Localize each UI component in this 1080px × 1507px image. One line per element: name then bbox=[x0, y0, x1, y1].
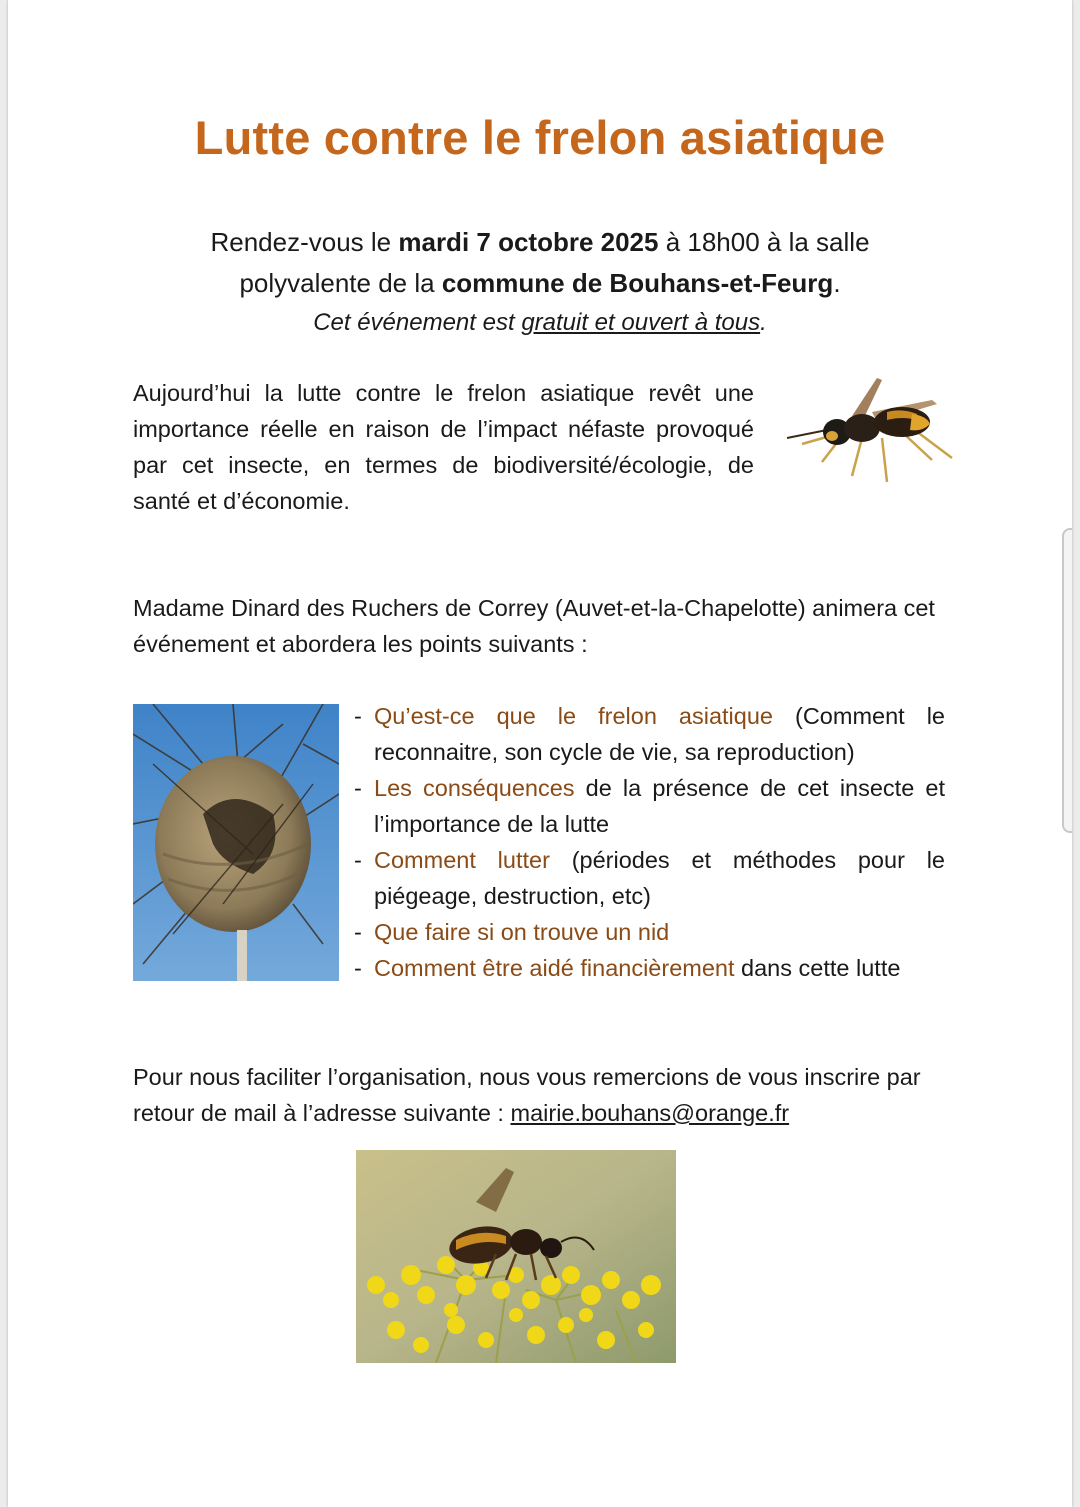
intro-text: à 18h00 à la salle bbox=[658, 227, 870, 257]
event-intro bbox=[0, 222, 1080, 342]
point-highlight: Que faire si on trouve un nid bbox=[374, 919, 670, 945]
intro-text: . bbox=[833, 268, 841, 298]
intro-text: polyvalente de la bbox=[239, 268, 442, 298]
list-item bbox=[352, 950, 945, 986]
page-title: Lutte contre le frelon asiatique bbox=[194, 111, 886, 164]
hornet-on-flower-image bbox=[356, 1150, 676, 1363]
scroll-handle[interactable] bbox=[1062, 528, 1072, 833]
point-text: dans cette lutte bbox=[734, 955, 901, 981]
free-event-text: gratuit et ouvert à tous bbox=[521, 309, 761, 336]
event-date: mardi 7 octobre 2025 bbox=[398, 227, 659, 257]
intro-line-2 bbox=[0, 263, 1080, 304]
point-highlight: Les conséquences bbox=[374, 775, 575, 801]
point-text: (périodes et méthodes pour le piégeage, destruction, etc) bbox=[374, 847, 945, 909]
paragraph-registration bbox=[133, 1059, 945, 1131]
list-item bbox=[352, 842, 945, 914]
paragraph-impact: Aujourd’hui la lutte contre le frelon asiatique revêt une importance réelle en raison de l’impact néfaste provoqué par cet insecte, en termes de biodiversité/écologie, de santé et d’économie. bbox=[133, 380, 754, 514]
intro-line-3 bbox=[0, 304, 1080, 342]
intro-text: . bbox=[760, 309, 767, 336]
point-text: de la présence de cet insecte et l’importance de la lutte bbox=[374, 775, 945, 837]
event-place: commune de Bouhans-et-Feurg bbox=[441, 268, 834, 298]
point-text: (Comment le reconnaitre, son cycle de vie, sa reproduction) bbox=[374, 703, 945, 765]
list-item bbox=[352, 698, 945, 770]
paragraph-speaker: Madame Dinard des Ruchers de Correy (Auvet-et-la-Chapelotte) animera cet événement et abordera les points suivants : bbox=[133, 595, 935, 657]
list-item bbox=[352, 770, 945, 842]
intro-text: Cet événement est bbox=[313, 309, 522, 336]
intro-text: Rendez-vous le bbox=[210, 227, 399, 257]
point-highlight: Comment être aidé financièrement bbox=[374, 955, 735, 981]
list-item bbox=[352, 914, 945, 950]
point-highlight: Comment lutter bbox=[374, 847, 550, 873]
point-highlight: Qu’est-ce que le frelon asiatique bbox=[374, 703, 773, 729]
hornet-image bbox=[782, 372, 958, 492]
hornet-nest-image bbox=[133, 704, 339, 981]
intro-line-1 bbox=[0, 222, 1080, 263]
registration-text: Pour nous faciliter l’organisation, nous vous remercions de vous inscrire par retour de mail à l’adresse suivante : bbox=[133, 1064, 921, 1126]
email-link[interactable]: mairie.bouhans@orange.fr bbox=[510, 1100, 790, 1126]
points-list bbox=[352, 698, 945, 986]
